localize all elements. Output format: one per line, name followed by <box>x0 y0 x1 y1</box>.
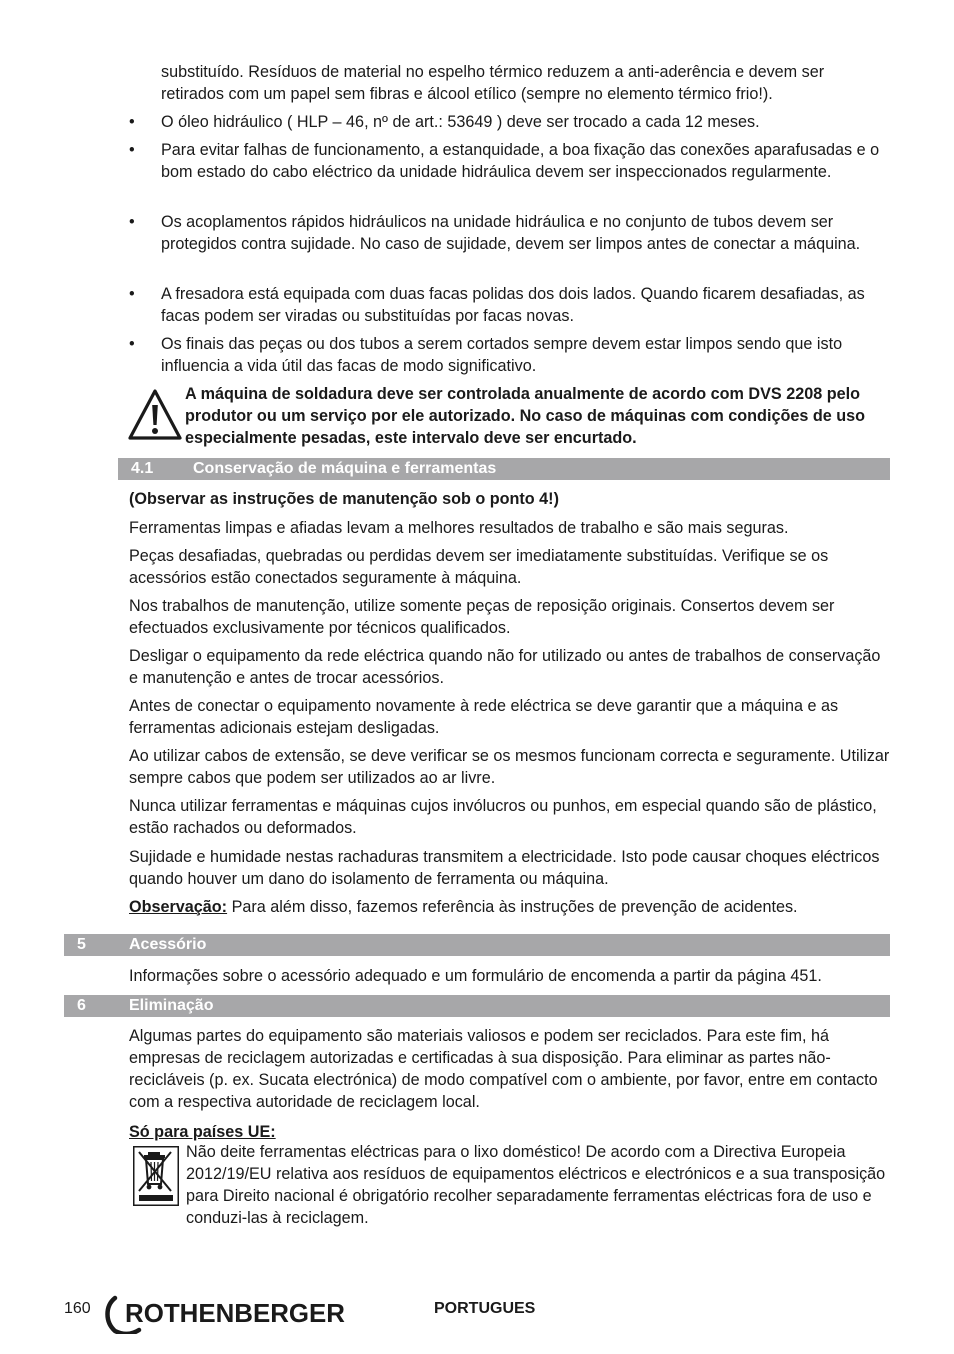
maintenance-note: (Observar as instruções de manutenção sob o ponto 4!) <box>129 490 559 508</box>
bullet-symbol: • <box>129 213 135 231</box>
bullet-text: Para evitar falhas de funcionamento, a estanquidade, a boa fixação das conexões aparafusadas e o bom estado do cabo eléctrico da unidade hidráulica devem ser inspeccionados regularmente. <box>161 141 880 181</box>
section-number: 5 <box>77 936 86 953</box>
paragraph: Nunca utilizar ferramentas e máquinas cujos invólucros ou punhos, em especial quando são de plástico, estão rachados ou deformados. <box>129 797 877 837</box>
section-title: Eliminação <box>129 997 214 1014</box>
svg-text:ROTHENBERGER: ROTHENBERGER <box>125 1298 346 1328</box>
page-number: 160 <box>64 1300 91 1317</box>
disposal-text: Algumas partes do equipamento são materiais valiosos e podem ser reciclados. Para este fim, há empresas de reciclagem autorizadas e certificadas à sua disposição. Para eliminar as partes não-recicláveis (p. ex. Sucata electrónica) de modo compatível com o ambiente, por favor, entre em contacto com a respectiva autoridade de reciclagem local. <box>129 1027 878 1111</box>
warning-text: A máquina de soldadura deve ser controlada anualmente de acordo com DVS 2208 pelo produtor ou um serviço por ele autorizado. No caso de máquinas com condições de uso especialmente pesadas, este intervalo deve ser encurtado. <box>185 385 866 447</box>
section-title: Acessório <box>129 936 207 953</box>
eu-disposal-text: Não deite ferramentas eléctricas para o lixo doméstico! De acordo com a Directiva Europeia 2012/19/EU relativa aos resíduos de equipamentos eléctricos e electrónicos e a sua transposição para Direito nacional é obrigatório recolher separadamente ferramentas eléctricas fora de uso e conduzi-las à reciclagem. <box>186 1143 886 1227</box>
bullet-symbol: • <box>129 335 135 353</box>
observation-label: Observação: <box>129 898 228 916</box>
warning-triangle-icon <box>127 388 183 442</box>
paragraph: Peças desafiadas, quebradas ou perdidas devem ser imediatamente substituídas. Verifique se os acessórios estão conectados seguramente à máquina. <box>129 547 829 587</box>
bullet-symbol: • <box>129 141 135 159</box>
bullet-text: Os acoplamentos rápidos hidráulicos na unidade hidráulica e no conjunto de tubos devem ser protegidos contra sujidade. No caso de sujidade, devem ser limpos antes de conectar a máquina. <box>161 213 861 253</box>
bullet-text: O óleo hidráulico ( HLP – 46, nº de art.: 53649 ) deve ser trocado a cada 12 meses. <box>161 113 760 131</box>
bullet-text: A fresadora está equipada com duas facas polidas dos dois lados. Quando ficarem desafiadas, as facas podem ser viradas ou substituídas por facas novas. <box>161 285 865 325</box>
paragraph: Ferramentas limpas e afiadas levam a melhores resultados de trabalho e são mais seguras. <box>129 519 789 537</box>
bullet-symbol: • <box>129 285 135 303</box>
paragraph: Antes de conectar o equipamento novamente à rede eléctrica se deve garantir que a máquina e as ferramentas adicionais estejam desligadas. <box>129 697 839 737</box>
bullet-symbol: • <box>129 113 135 131</box>
paragraph: Sujidade e humidade nestas rachaduras transmitem a electricidade. Isto pode causar choques eléctricos quando houver um dano do isolamento de ferramenta ou máquina. <box>129 848 880 888</box>
eu-only-label: Só para países UE: <box>129 1123 276 1141</box>
observation-text: Para além disso, fazemos referência às instruções de prevenção de acidentes. <box>227 898 798 916</box>
section-header-4-1 <box>118 458 890 480</box>
brand-logo <box>101 1294 351 1334</box>
section-number: 6 <box>77 997 86 1014</box>
bullet-text: Os finais das peças ou dos tubos a serem cortados sempre devem estar limpos sendo que isto influencia a vida útil das facas de modo significativo. <box>161 335 843 375</box>
section-header-5 <box>64 934 890 956</box>
observation-paragraph <box>129 896 891 918</box>
section-title: Conservação de máquina e ferramentas <box>193 460 497 477</box>
accessory-text: Informações sobre o acessório adequado e um formulário de encomenda a partir da página 451. <box>129 967 822 985</box>
paragraph: Desligar o equipamento da rede eléctrica quando não for utilizado ou antes de trabalhos de conservação e manutenção e antes de trocar acessórios. <box>129 647 881 687</box>
continuation-text: substituído. Resíduos de material no espelho térmico reduzem a anti-aderência e devem ser retirados com um papel sem fibras e álcool etílico (sempre no elemento térmico frio!). <box>161 63 825 103</box>
paragraph: Nos trabalhos de manutenção, utilize somente peças de reposição originais. Consertos devem ser efectuados exclusivamente por técnicos qualificados. <box>129 597 835 637</box>
section-header-6 <box>64 995 890 1017</box>
weee-crossed-bin-icon <box>133 1146 179 1206</box>
section-number: 4.1 <box>131 460 154 477</box>
paragraph: Ao utilizar cabos de extensão, se deve verificar se os mesmos funcionam correcta e seguramente. Utilizar sempre cabos que podem ser utilizados ao ar livre. <box>129 747 890 787</box>
footer-language: PORTUGUES <box>434 1300 536 1317</box>
